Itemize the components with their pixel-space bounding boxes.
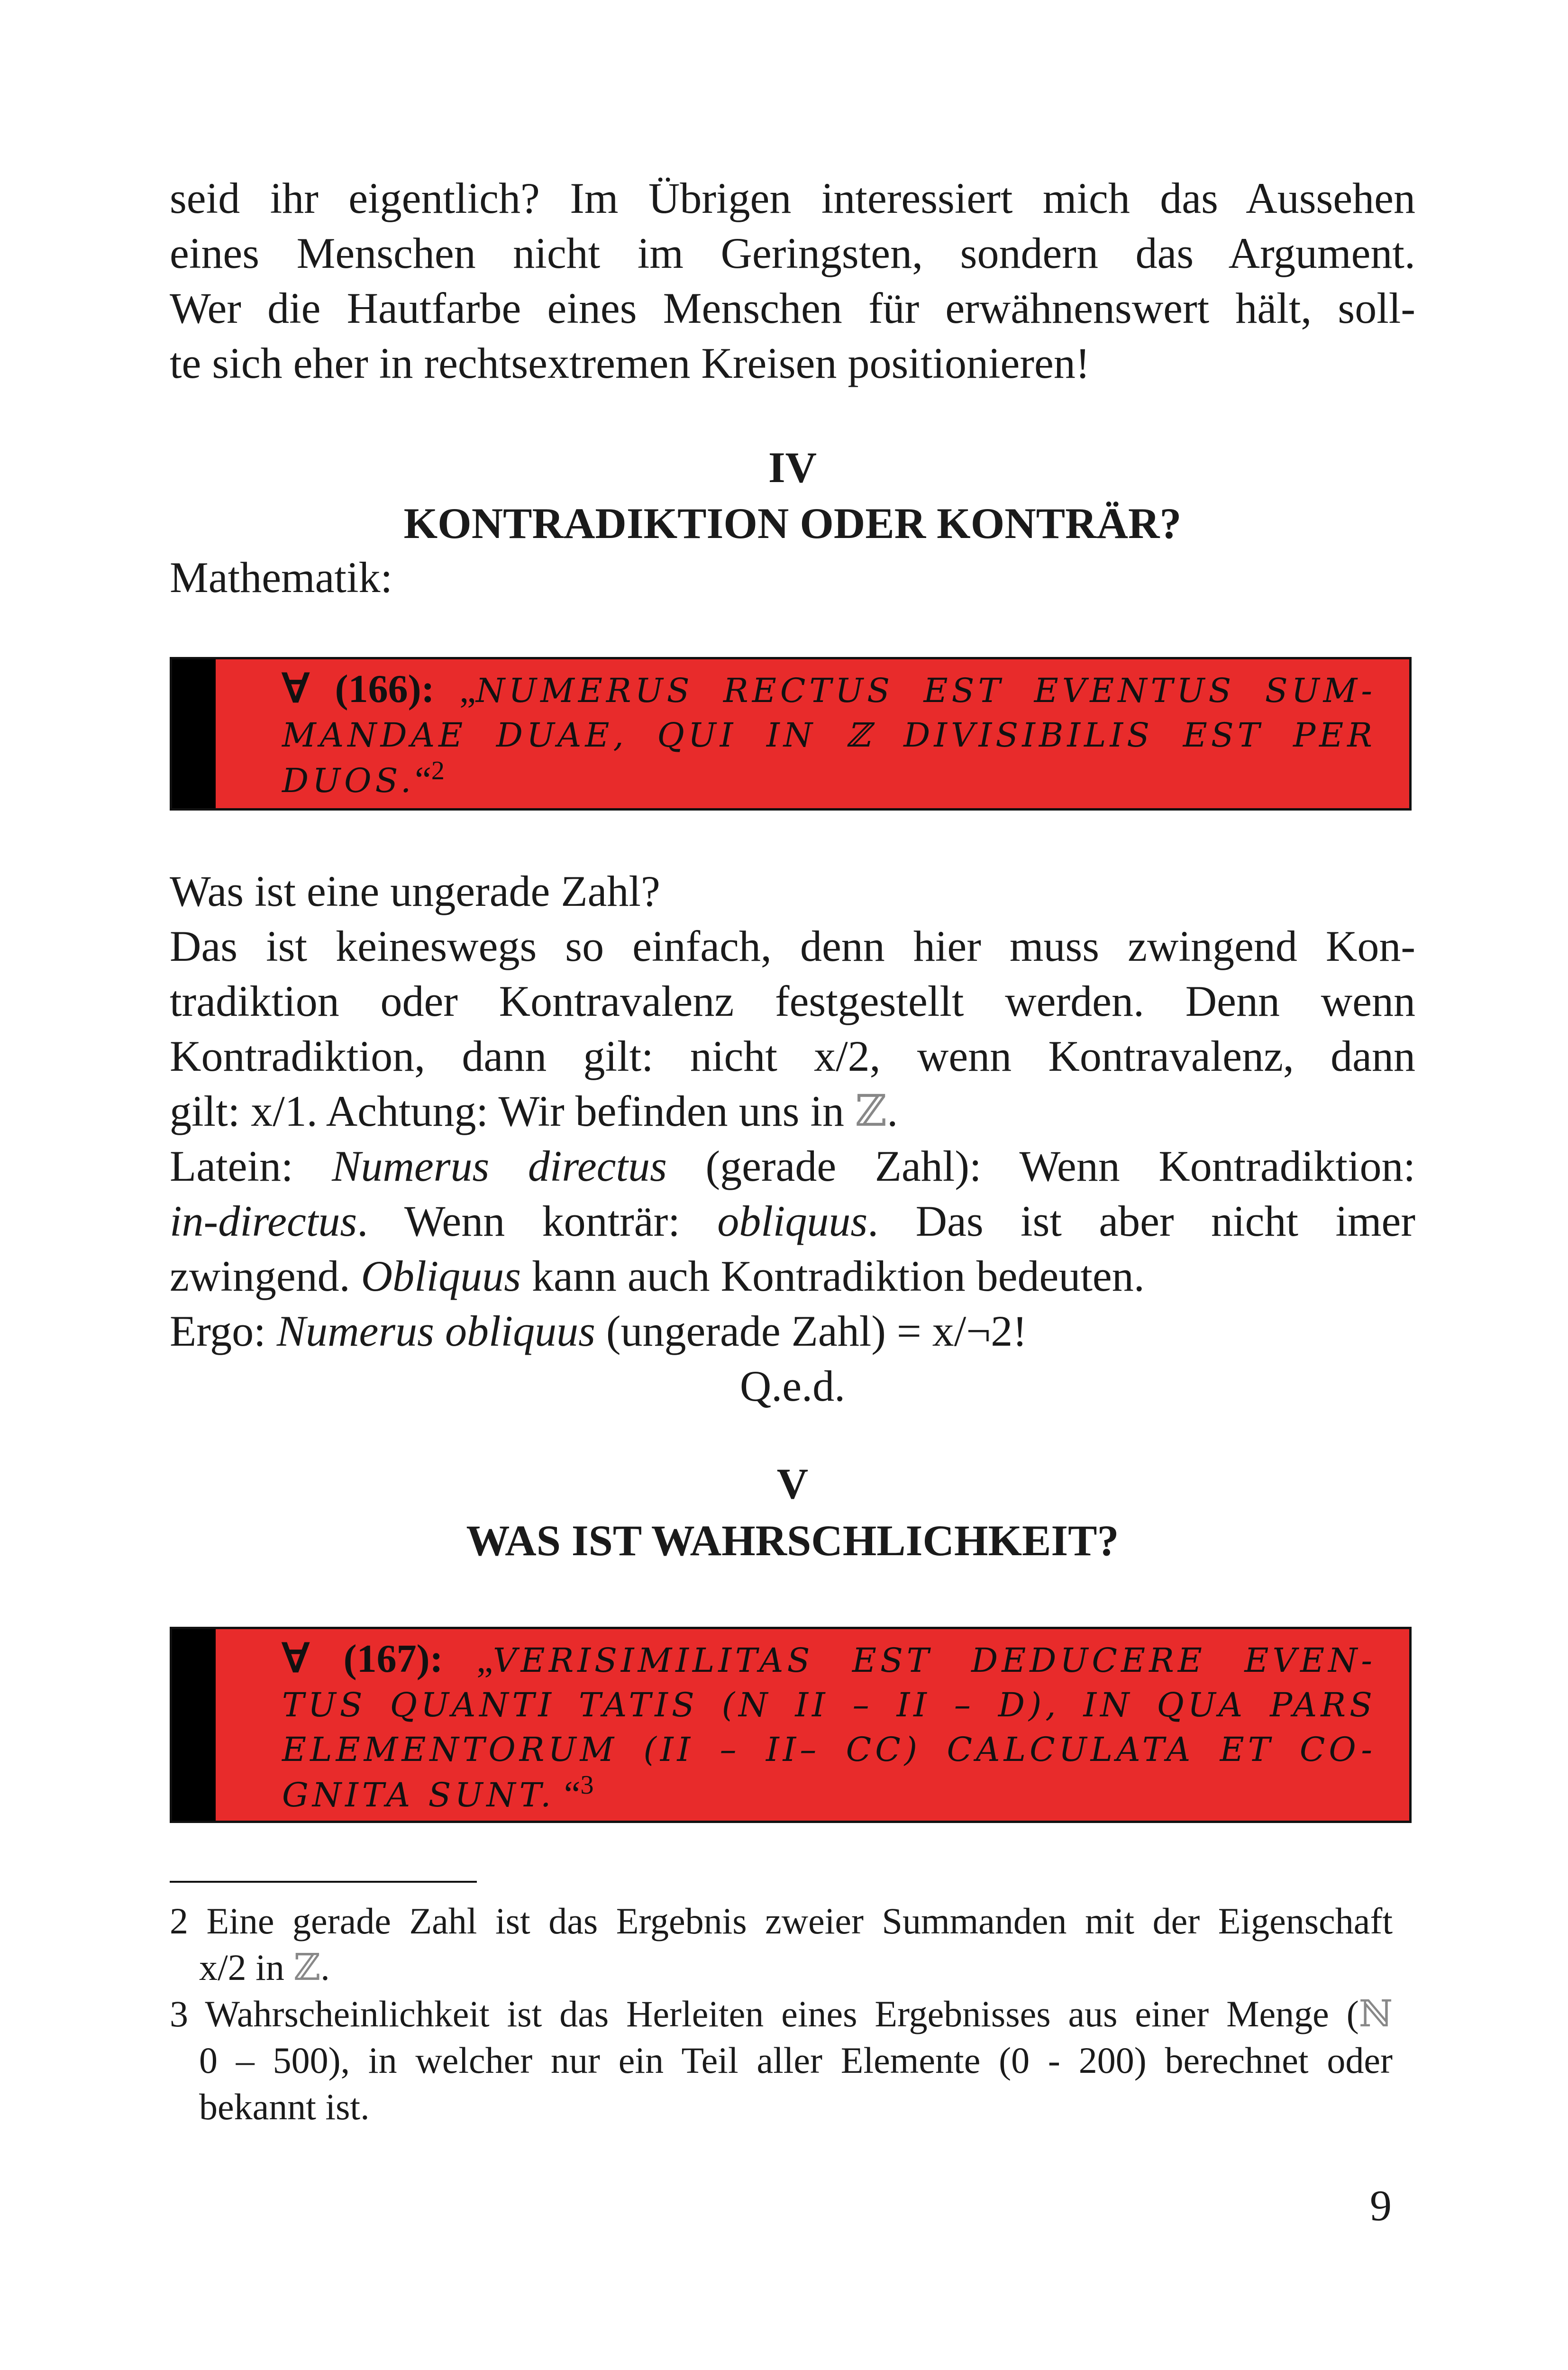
body-line: zwingend. Obliquus kann auch Kontradiktion bedeuten. bbox=[170, 1252, 1145, 1300]
definition-line: NUMERUS RECTUS EST EVENTUS SUM- bbox=[475, 671, 1376, 710]
qed: Q.e.d. bbox=[739, 1362, 846, 1410]
definition-line: ELEMENTORUM (II – II– CC) CALCULATA ET CO- bbox=[282, 1730, 1376, 1769]
definition-box-bar bbox=[172, 659, 216, 808]
section-lead: Mathematik: bbox=[170, 553, 393, 602]
body-line: Kontradiktion, dann gilt: nicht x/2, wenn Kontravalenz, dann bbox=[170, 1032, 1415, 1080]
footnote-line: 2 Eine gerade Zahl ist das Ergebnis zweier Summanden mit der Eigenschaft bbox=[170, 1900, 1393, 1942]
definition-label: ∀ (166): bbox=[282, 667, 435, 711]
footnote-2 bbox=[170, 1898, 1393, 1991]
body-paragraph bbox=[170, 864, 1415, 1413]
section-title: WAS IST WAHRSCHLICHKEIT? bbox=[466, 1516, 1119, 1565]
close-quote-mark: “ bbox=[555, 1773, 581, 1814]
body-line: Was ist eine ungerade Zahl? bbox=[170, 867, 660, 915]
footnote-line: 0 – 500), in welcher nur ein Teil aller Elemente (0 - 200) berechnet oder bbox=[199, 2040, 1393, 2081]
intro-line: Wer die Hautfarbe eines Menschen für erwähnenswert hält, soll- bbox=[170, 284, 1415, 332]
section-title: KONTRADIKTION ODER KONTRÄR? bbox=[403, 499, 1182, 547]
intro-line: eines Menschen nicht im Geringsten, sondern das Argument. bbox=[170, 229, 1415, 277]
intro-paragraph bbox=[170, 171, 1415, 391]
open-quote-mark: „ bbox=[476, 1639, 493, 1680]
body-line: tradiktion oder Kontravalenz festgestellt werden. Denn wenn bbox=[170, 977, 1415, 1025]
footnote-line: x/2 in ℤ. bbox=[199, 1947, 330, 1988]
integers-symbol: ℤ bbox=[293, 1947, 321, 1988]
integers-symbol: ℤ bbox=[855, 1087, 887, 1135]
definition-text bbox=[282, 1637, 1376, 1817]
definition-line: DUOS. bbox=[282, 761, 415, 800]
footnote-3 bbox=[170, 1991, 1393, 2130]
footnote-line: bekannt ist. bbox=[199, 2086, 370, 2127]
naturals-symbol: ℕ bbox=[1358, 1993, 1393, 2034]
definition-line: MANDAE DUAE, QUI IN ℤ DIVISIBILIS EST PER bbox=[282, 716, 1376, 755]
definition-line: GNITA SUNT. bbox=[282, 1776, 555, 1814]
footnote-rule bbox=[170, 1881, 477, 1883]
footnote-ref: 2 bbox=[431, 756, 445, 785]
definition-box-bar bbox=[172, 1629, 216, 1821]
definition-box bbox=[170, 657, 1412, 811]
footnote-line: 3 Wahrscheinlichkeit ist das Herleiten eines Ergebnisses aus einer Menge (ℕ bbox=[170, 1993, 1393, 2034]
definition-text bbox=[282, 667, 1376, 803]
definition-label: ∀ (167): bbox=[282, 1637, 443, 1681]
definition-line: TUS QUANTI TATIS (N II – II – D), IN QUA PARS bbox=[282, 1686, 1376, 1724]
body-line: gilt: x/1. Achtung: Wir befinden uns in ℤ. bbox=[170, 1087, 898, 1135]
close-quote-mark: “ bbox=[415, 759, 431, 800]
body-line: in-directus. Wenn konträr: obliquus. Das ist aber nicht imer bbox=[170, 1197, 1415, 1245]
definition-line: VERISIMILITAS EST DEDUCERE EVEN- bbox=[492, 1641, 1376, 1680]
open-quote-mark: „ bbox=[459, 669, 476, 710]
body-line: Das ist keineswegs so einfach, denn hier muss zwingend Kon- bbox=[170, 922, 1415, 970]
body-line: Ergo: Numerus obliquus (ungerade Zahl) = x/¬2! bbox=[170, 1307, 1027, 1355]
definition-box bbox=[170, 1627, 1412, 1823]
page-number: 9 bbox=[1370, 2181, 1392, 2230]
intro-line: seid ihr eigentlich? Im Übrigen interessiert mich das Aussehen bbox=[170, 174, 1415, 222]
body-line: Latein: Numerus directus (gerade Zahl): Wenn Kontradiktion: bbox=[170, 1142, 1416, 1190]
section-numeral: V bbox=[776, 1459, 809, 1508]
footnote-ref: 3 bbox=[580, 1770, 594, 1800]
section-numeral: IV bbox=[768, 443, 817, 492]
intro-line: te sich eher in rechtsextremen Kreisen positionieren! bbox=[170, 339, 1090, 387]
